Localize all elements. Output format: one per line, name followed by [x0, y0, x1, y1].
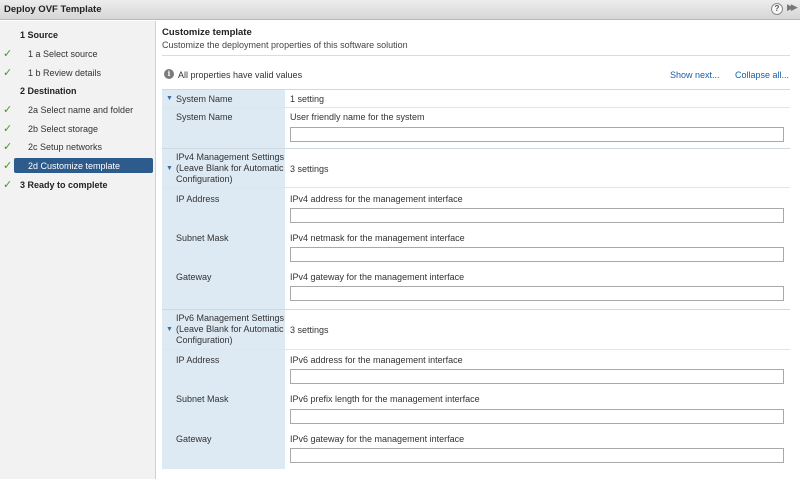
title-bar [0, 0, 800, 20]
step-destination[interactable] [0, 83, 156, 99]
step-ready-to-complete[interactable] [0, 177, 156, 193]
checkmark-icon: ✓ [3, 48, 13, 60]
property-label: Subnet Mask [176, 394, 229, 404]
property-label: IP Address [176, 194, 220, 204]
property-description: IPv4 address for the management interface [290, 194, 463, 204]
group-label-line: Configuration) [176, 174, 233, 184]
step-label: 3 Ready to complete [20, 180, 108, 190]
step-label: 1 a Select source [28, 49, 98, 59]
property-ipv4-gateway [162, 268, 790, 308]
ipv6-address-input[interactable] [290, 369, 784, 384]
wizard-steps-sidebar [0, 21, 156, 479]
group-label-line: Configuration) [176, 335, 233, 345]
settings-count: 1 setting [290, 94, 325, 104]
validation-status: All properties have valid values [178, 70, 303, 80]
collapse-triangle-icon[interactable]: ▼ [166, 95, 173, 102]
system-name-input[interactable] [290, 127, 784, 142]
step-label: 2 Destination [20, 86, 77, 96]
property-description: IPv6 gateway for the management interface [290, 434, 465, 444]
step-label: 2b Select storage [28, 124, 99, 134]
group-ipv4-settings[interactable] [162, 148, 790, 188]
property-label: IP Address [176, 355, 220, 365]
property-description: User friendly name for the system [290, 112, 425, 122]
header-divider [162, 55, 790, 56]
show-next-link[interactable]: Show next... [670, 70, 720, 80]
checkmark-icon: ✓ [3, 141, 13, 153]
property-ipv4-address [162, 190, 790, 229]
property-description: IPv6 address for the management interface [290, 355, 463, 365]
window-title: Deploy OVF Template [4, 4, 102, 15]
property-description: IPv4 netmask for the management interface [290, 233, 465, 243]
property-ipv6-gateway [162, 430, 790, 469]
property-ipv6-address [162, 351, 790, 390]
checkmark-icon: ✓ [3, 160, 13, 172]
help-icon[interactable]: ? [771, 3, 783, 15]
ipv6-prefix-input[interactable] [290, 409, 784, 424]
property-description: IPv6 prefix length for the management interface [290, 394, 480, 404]
step-label: 2a Select name and folder [28, 105, 134, 115]
settings-count: 3 settings [290, 164, 329, 174]
property-label: Gateway [176, 434, 212, 444]
property-label: Subnet Mask [176, 233, 229, 243]
settings-count: 3 settings [290, 325, 329, 335]
step-label: 2d Customize template [28, 161, 121, 171]
ipv4-netmask-input[interactable] [290, 247, 784, 262]
property-label: System Name [176, 112, 233, 122]
info-icon: i [164, 69, 174, 79]
step-customize-template[interactable] [0, 158, 156, 174]
checkmark-icon: ✓ [3, 104, 13, 116]
group-label-line: IPv6 Management Settings [176, 313, 285, 323]
step-label: 2c Setup networks [28, 142, 103, 152]
checkmark-icon: ✓ [3, 179, 13, 191]
group-label: System Name [176, 94, 233, 104]
step-source[interactable] [0, 27, 156, 43]
property-system-name [162, 108, 790, 148]
step-select-name-folder[interactable] [0, 102, 156, 118]
group-system-name[interactable] [162, 89, 790, 108]
step-select-source[interactable] [0, 46, 156, 62]
step-select-storage[interactable] [0, 121, 156, 137]
collapse-triangle-icon[interactable]: ▼ [166, 326, 173, 333]
property-ipv4-netmask [162, 229, 790, 268]
ipv4-address-input[interactable] [290, 208, 784, 223]
properties-table [162, 89, 790, 469]
ipv6-gateway-input[interactable] [290, 448, 784, 463]
step-setup-networks[interactable] [0, 139, 156, 155]
property-label: Gateway [176, 272, 212, 282]
group-label-line: IPv4 Management Settings [176, 152, 285, 162]
ipv4-gateway-input[interactable] [290, 286, 784, 301]
page-title: Customize template [162, 27, 252, 38]
collapse-triangle-icon[interactable]: ▼ [166, 165, 173, 172]
expand-icon[interactable]: ▶▶ [787, 2, 795, 12]
page-subtitle: Customize the deployment properties of this software solution [162, 40, 408, 50]
checkmark-icon: ✓ [3, 123, 13, 135]
group-label-line: (Leave Blank for Automatic [176, 324, 284, 334]
step-review-details[interactable] [0, 65, 156, 81]
property-ipv6-prefix [162, 390, 790, 430]
group-label-line: (Leave Blank for Automatic [176, 163, 284, 173]
checkmark-icon: ✓ [3, 67, 13, 79]
step-label: 1 Source [20, 30, 59, 40]
collapse-all-link[interactable]: Collapse all... [735, 70, 790, 80]
property-description: IPv4 gateway for the management interface [290, 272, 465, 282]
group-ipv6-settings[interactable] [162, 309, 790, 350]
step-label: 1 b Review details [28, 68, 102, 78]
